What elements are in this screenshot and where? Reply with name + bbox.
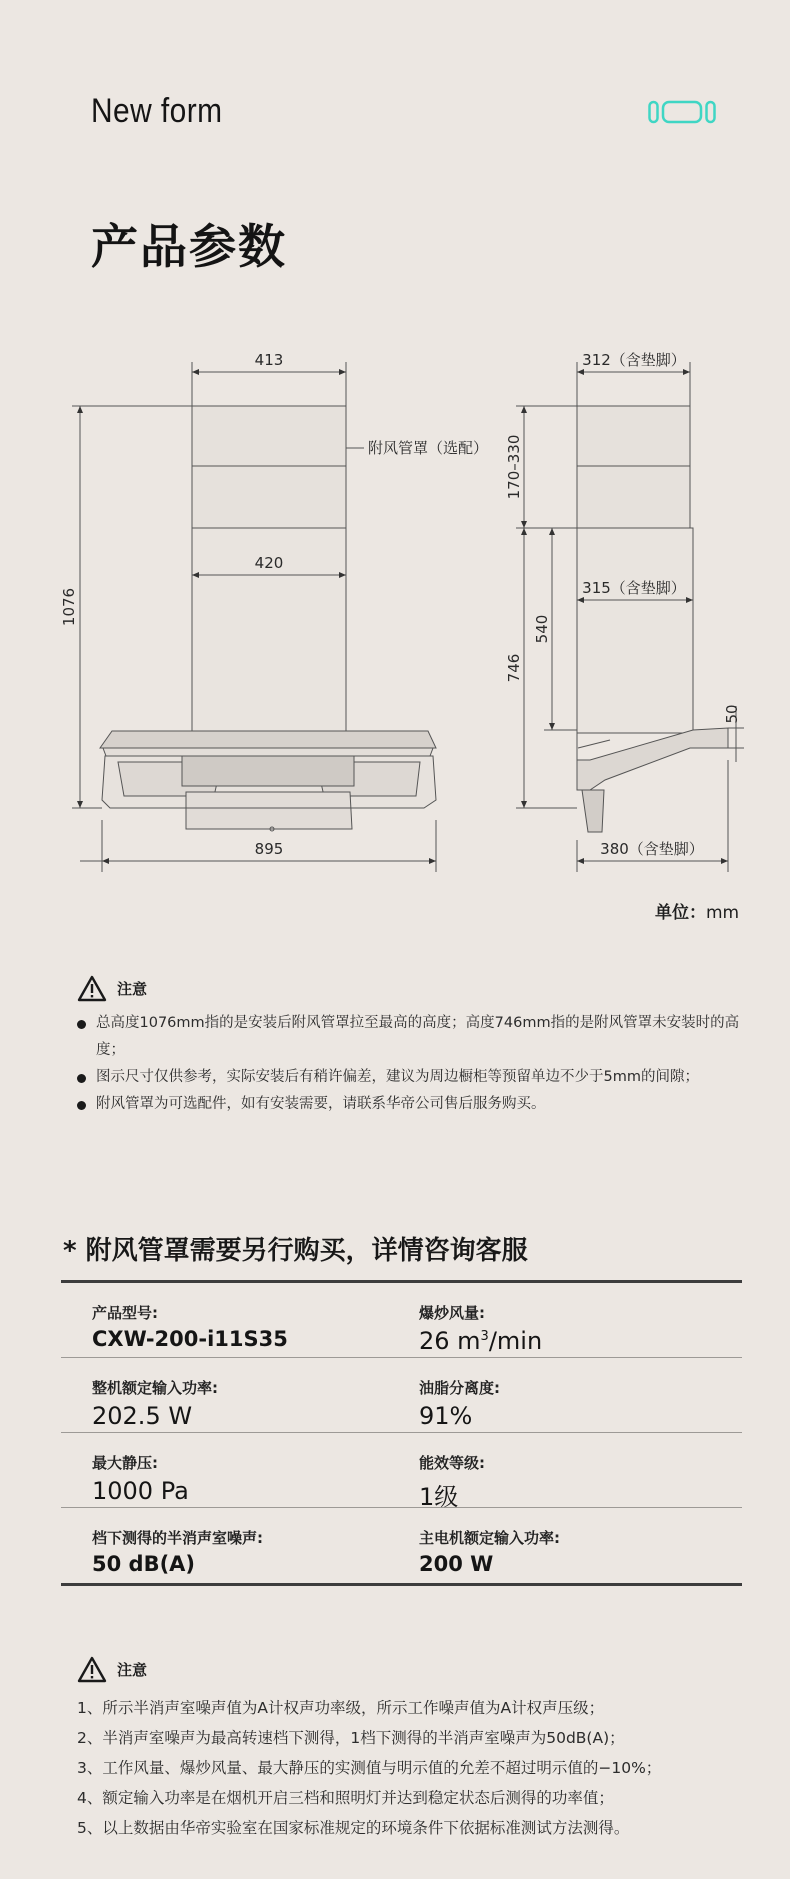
spec-cell (61, 1508, 415, 1583)
spec-cell (61, 1358, 415, 1432)
notice-item: 附风管罩为可选配件，如有安装需要，请联系华帝公司售后服务购买。 (77, 1091, 757, 1118)
capsule-logo-icon (648, 98, 716, 126)
spec-label: 能效等级: (419, 1454, 485, 1472)
spec-cell (415, 1508, 742, 1583)
spec-label: 爆炒风量: (419, 1304, 485, 1322)
spec-cell (61, 1433, 415, 1507)
spec-row (61, 1508, 742, 1583)
dim-side-depth-bottom: 380（含垫脚） (600, 840, 704, 858)
spec-value: 1级 (419, 1483, 459, 1511)
notice-item: 3、工作风量、爆炒风量、最大静压的实测值与明示值的允差不超过明示值的−10%； (77, 1759, 662, 1777)
accessory-label: 附风管罩（选配） (368, 439, 489, 457)
units-label: 单位： (655, 903, 706, 923)
units-value: mm (706, 903, 740, 923)
spec-row (61, 1283, 742, 1358)
spec-value: 91% (419, 1402, 473, 1430)
spec-table (61, 1280, 742, 1586)
spec-label: 档下测得的半消声室噪声: (92, 1529, 263, 1547)
spec-value: 202.5 W (92, 1402, 193, 1430)
spec-value: 50 dB(A) (92, 1552, 196, 1576)
spec-value: 26 $m^3/\min$ (419, 1327, 543, 1355)
table-rule-bottom (61, 1583, 742, 1586)
notice-item: 5、以上数据由华帝实验室在国家标准规定的环境条件下依据标准测试方法测得。 (77, 1819, 630, 1837)
dim-side-height-panel: 50 (723, 704, 741, 724)
spec-cell (415, 1358, 742, 1432)
spec-value: 1000 Pa (92, 1477, 189, 1505)
notice-item: 2、半消声室噪声为最高转速档下测得，1档下测得的半消声室噪声为50dB(A)； (77, 1729, 625, 1747)
dim-front-width-mid: 420 (254, 554, 284, 572)
dim-side-height-inner: 540 (533, 614, 551, 644)
notice-test-conditions (77, 1656, 661, 1843)
section-heading: * 附风管罩需要另行购买，详情咨询客服 (63, 1236, 528, 1266)
brand-name: New form (91, 92, 223, 130)
notice-item: 总高度1076mm指的是安装后附风管罩拉至最高的高度；高度746mm指的是附风管罩未安装时的高度； (77, 1010, 757, 1064)
spec-cell (415, 1433, 742, 1511)
notice-title: 注意 (117, 980, 148, 998)
dim-front-width-top: 413 (254, 351, 284, 369)
spec-cell (415, 1283, 742, 1357)
spec-label: 整机额定输入功率: (92, 1379, 218, 1397)
spec-label: 最大静压: (92, 1454, 158, 1472)
spec-label: 油脂分离度: (419, 1379, 500, 1397)
spec-label: 产品型号: (92, 1304, 158, 1322)
dim-front-height-total: 1076 (60, 587, 78, 627)
page-title: 产品参数 (91, 220, 287, 275)
dim-side-height-body: 746 (505, 653, 523, 683)
dimension-drawing (0, 340, 790, 880)
units-note (655, 898, 739, 923)
warning-triangle-icon (77, 1656, 107, 1683)
spec-value: CXW-200-i11S35 (92, 1327, 288, 1351)
warning-triangle-icon (77, 975, 107, 1002)
spec-label: 主电机额定输入功率: (419, 1529, 560, 1547)
notice-title: 注意 (117, 1661, 148, 1679)
notice-dimensions (77, 975, 757, 1118)
dim-side-depth-top: 312（含垫脚） (582, 351, 686, 369)
notice-item: 4、额定输入功率是在烟机开启三档和照明灯并达到稳定状态后测得的功率值； (77, 1789, 614, 1807)
dim-side-depth-mid: 315（含垫脚） (582, 579, 686, 597)
notice-item: 1、所示半消声室噪声值为A计权声功率级，所示工作噪声值为A计权声压级； (77, 1699, 605, 1717)
spec-row (61, 1358, 742, 1433)
spec-cell (61, 1283, 415, 1357)
dim-front-width-bottom: 895 (254, 840, 284, 858)
spec-row (61, 1433, 742, 1511)
dim-side-height-accessory: 170–330 (505, 434, 523, 500)
notice-item: 图示尺寸仅供参考，实际安装后有稍许偏差，建议为周边橱柜等预留单边不少于5mm的间隙； (77, 1064, 757, 1091)
spec-value: 200 W (419, 1552, 494, 1576)
